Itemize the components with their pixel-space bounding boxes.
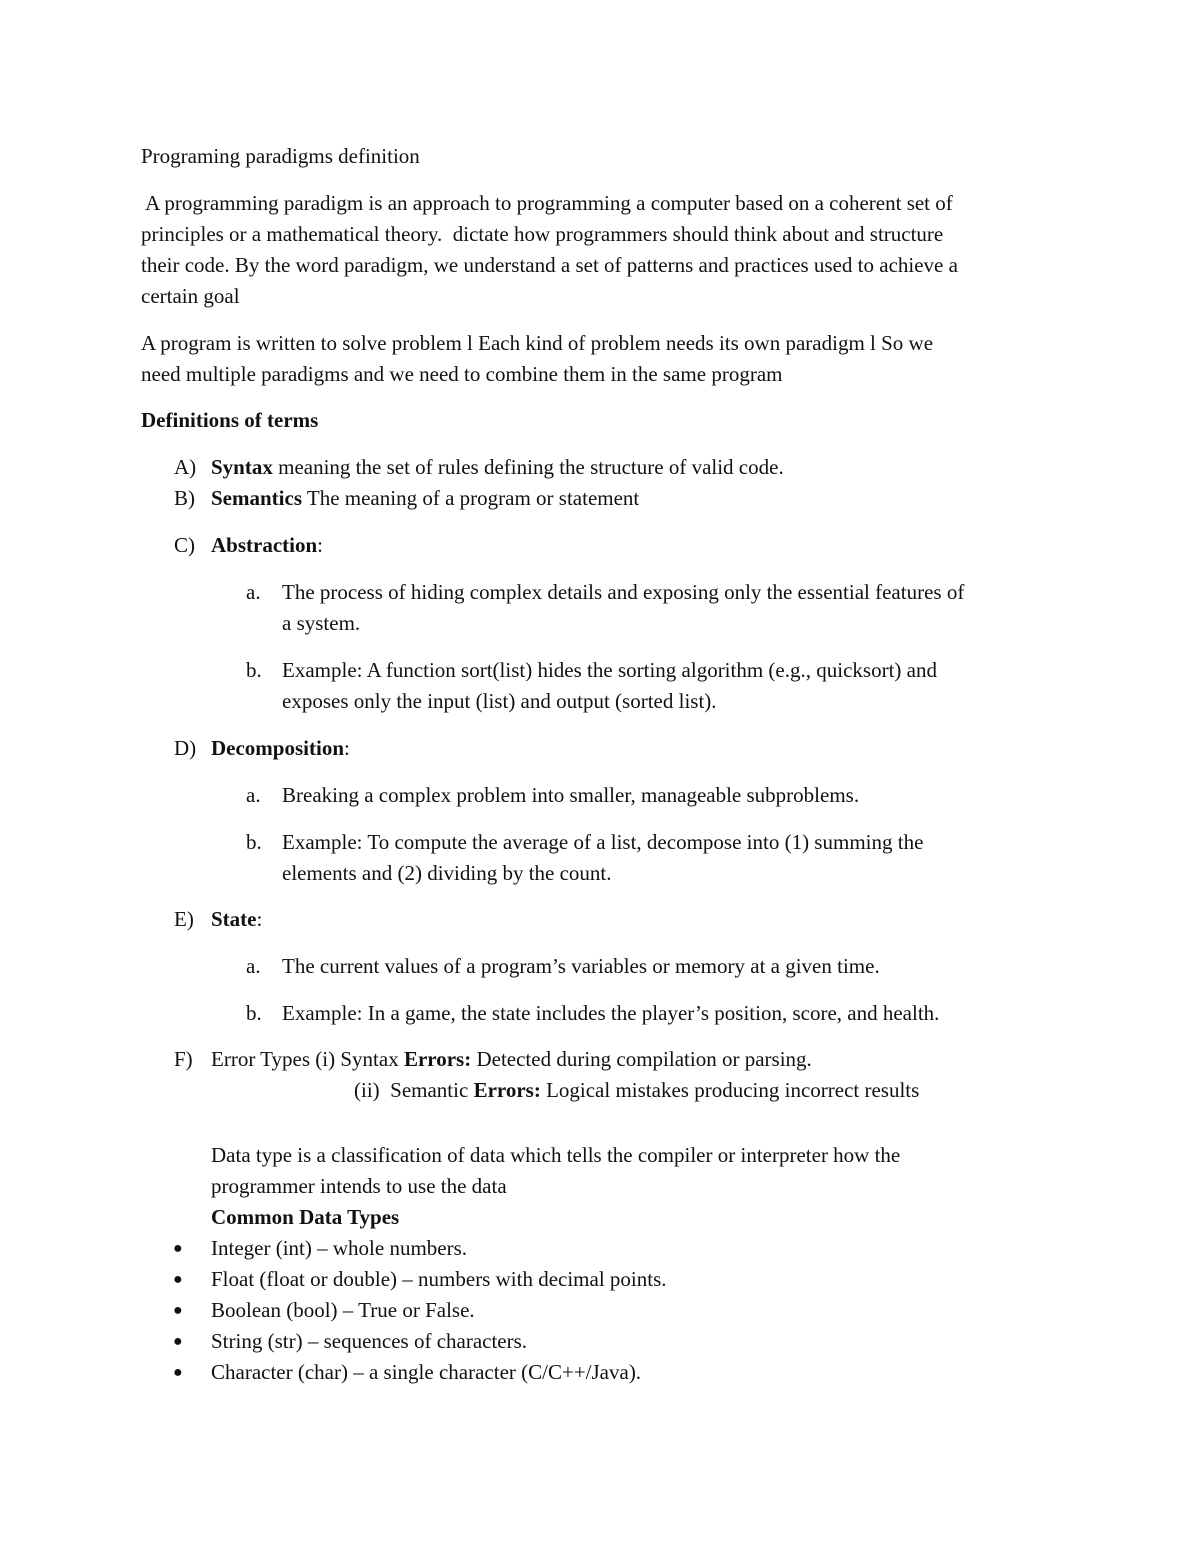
- term-name: Semantics: [211, 486, 302, 510]
- error-text: Error Types (i) Syntax: [211, 1047, 404, 1071]
- intro-line: A programming paradigm is an approach to programming a computer based on a coherent set of: [141, 191, 953, 215]
- term-text: [211, 904, 262, 935]
- term-colon: :: [256, 907, 263, 931]
- sub-item-line: Example: In a game, the state includes the player’s position, score, and health.: [282, 1001, 940, 1025]
- program-line: A program is written to solve problem l Each kind of problem needs its own paradigm l So we: [141, 331, 934, 355]
- term-text: [211, 733, 350, 764]
- sub-item-line: Example: A function sort(list) hides the sorting algorithm (e.g., quicksort) and: [282, 658, 937, 682]
- bullet-icon: ●: [173, 1302, 183, 1319]
- common-data-types-heading: Common Data Types: [211, 1205, 400, 1229]
- sub-marker: b.: [246, 1001, 262, 1025]
- bullet-icon: ●: [173, 1364, 183, 1381]
- error-text: Logical mistakes producing incorrect results: [540, 1078, 920, 1102]
- bullet-item: Character (char) – a single character (C/C++/Java).: [211, 1360, 642, 1384]
- page-title: Programing paradigms definition: [141, 144, 420, 168]
- sub-item-line: Breaking a complex problem into smaller, manageable subproblems.: [282, 783, 860, 807]
- sub-item-line: elements and (2) dividing by the count.: [282, 861, 612, 885]
- intro-line: certain goal: [141, 284, 240, 308]
- bullet-icon: ●: [173, 1240, 183, 1257]
- sub-item-line: Example: To compute the average of a list, decompose into (1) summing the: [282, 830, 924, 854]
- term-name: Syntax: [211, 455, 273, 479]
- bullet-icon: ●: [173, 1271, 183, 1288]
- bullet-item: String (str) – sequences of characters.: [211, 1329, 528, 1353]
- sub-marker: a.: [246, 954, 261, 978]
- term-colon: :: [317, 533, 324, 557]
- error-line-semantic: [354, 1075, 919, 1106]
- list-marker: F): [174, 1047, 193, 1071]
- sub-item-line: exposes only the input (list) and output (sorted list).: [282, 689, 717, 713]
- sub-marker: b.: [246, 658, 262, 682]
- error-label: Errors:: [473, 1078, 541, 1102]
- sub-item-line: The process of hiding complex details and exposing only the essential features of: [282, 580, 965, 604]
- intro-line: principles or a mathematical theory. dictate how programmers should think about and structure: [141, 222, 944, 246]
- bullet-icon: ●: [173, 1333, 183, 1350]
- error-text: (ii) Semantic: [354, 1078, 474, 1102]
- term-definition: The meaning of a program or statement: [302, 486, 640, 510]
- list-marker: B): [174, 486, 195, 510]
- sub-item-line: a system.: [282, 611, 361, 635]
- sub-item-line: The current values of a program’s variables or memory at a given time.: [282, 954, 880, 978]
- error-line-syntax: [211, 1044, 812, 1075]
- error-text: Detected during compilation or parsing.: [471, 1047, 812, 1071]
- term-text: [211, 452, 784, 483]
- bullet-item: Boolean (bool) – True or False.: [211, 1298, 475, 1322]
- list-marker: C): [174, 533, 195, 557]
- bullet-item: Integer (int) – whole numbers.: [211, 1236, 468, 1260]
- term-name: Decomposition: [211, 736, 344, 760]
- sub-marker: a.: [246, 783, 261, 807]
- program-line: need multiple paradigms and we need to combine them in the same program: [141, 362, 783, 386]
- list-marker: E): [174, 907, 194, 931]
- bullet-item: Float (float or double) – numbers with decimal points.: [211, 1267, 667, 1291]
- sub-marker: b.: [246, 830, 262, 854]
- list-marker: D): [174, 736, 197, 760]
- error-label: Errors:: [403, 1047, 472, 1071]
- list-marker: A): [174, 455, 197, 479]
- intro-line: their code. By the word paradigm, we understand a set of patterns and practices used to achieve a: [141, 253, 958, 277]
- term-definition: meaning the set of rules defining the structure of valid code.: [272, 455, 784, 479]
- data-type-line: programmer intends to use the data: [211, 1174, 507, 1198]
- definitions-heading: Definitions of terms: [141, 408, 319, 432]
- term-name: Abstraction: [211, 533, 318, 557]
- data-type-line: Data type is a classification of data which tells the compiler or interpreter how the: [211, 1143, 901, 1167]
- term-text: [211, 530, 323, 561]
- term-name: State: [211, 907, 257, 931]
- term-colon: :: [344, 736, 350, 760]
- term-text: [211, 483, 639, 514]
- sub-marker: a.: [246, 580, 261, 604]
